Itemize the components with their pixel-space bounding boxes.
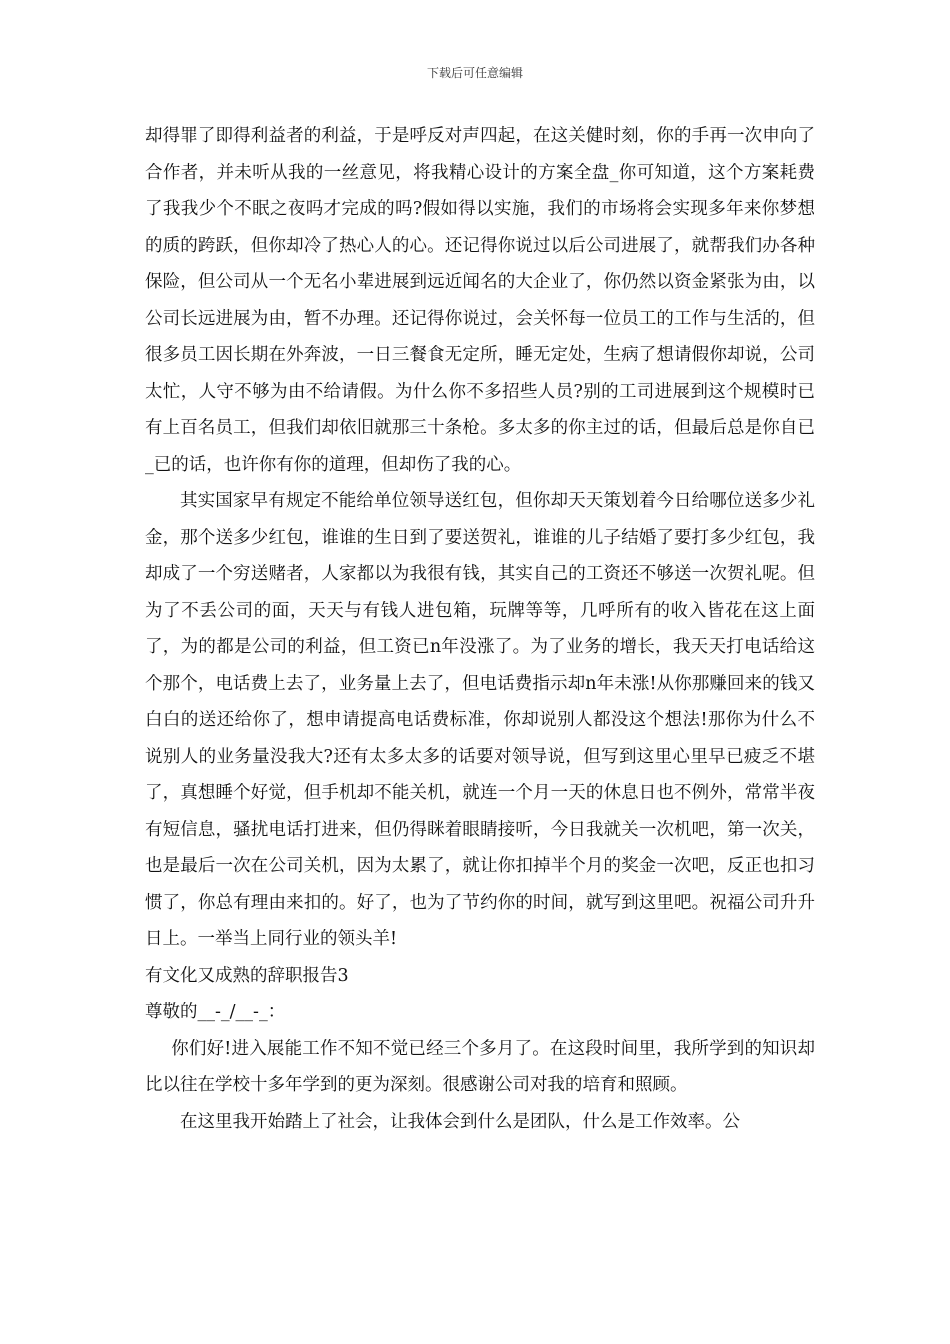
page-header: 下载后可任意编辑 [426,66,523,80]
paragraph-greeting: 你们好!进入展能工作不知不觉已经三个多月了。在这段时间里，我所学到的知识却比以往在学校十多年学到的更为深刻。很感谢公司对我的培育和照顾。 [145,1038,815,1095]
paragraph-society: 在这里我开始踏上了社会，让我体会到什么是团队，什么是工作效率。公 [180,1111,740,1132]
document-body [145,118,815,1140]
paragraph-complaints: 却得罪了即得利益者的利益，于是呼反对声四起，在这关健时刻，你的手再一次申向了合作者，并未听从我的一丝意见，将我精心设计的方案全盘_你可知道，这个方案耗费了我我少个不眠之夜吗才完成的吗?假如得以实施，我们的市场将会实现多年来你梦想的质的跨跃，但你却冷了热心人的心。还记得你说过以后公司进展了，就帮我们办各种保险，但公司从一个无名小辈进展到远近闻名的大企业了，你仍然以资金紧张为由，以公司长远进展为由，暂不办理。还记得你说过，会关怀每一位员工的工作与生活的，但很多员工因长期在外奔波，一日三餐食无定所，睡无定处，生病了想请假你却说，公司太忙，人守不够为由不给请假。为什么你不多招些人员?别的工司进展到这个规模时已有上百名员工，但我们却依旧就那三十条枪。多太多的你主过的话，但最后总是你自已_已的话，也许你有你的道理，但却伤了我的心。 [145,126,815,475]
salutation: 尊敬的__-_/__-_： [145,1002,286,1022]
paragraph-red-envelopes: 其实国家早有规定不能给单位领导送红包，但你却天天策划着今日给哪位送多少礼金，那个送多少红包，谁谁的生日到了要送贺礼，谁谁的儿子结婚了要打多少红包，我却成了一个穷送赌者，人家都以为我很有钱，其实自己的工资还不够送一次贺礼呢。但为了不丢公司的面，天天与有钱人进包箱，玩牌等等，几呼所有的收入皆花在这上面了，为的都是公司的利益，但工资已n年没涨了。为了业务的增长，我天天打电话给这个那个，电话费上去了，业务量上去了，但电话费指示却n年未涨!从你那赚回来的钱又白白的送还给你了，想申请提高电话费标准，你却说别人都没这个想法!那你为什么不说别人的业务量没我大?还有太多太多的话要对领导说，但写到这里心里早已疲乏不堪了，真想睡个好觉，但手机却不能关机，就连一个月一天的休息日也不例外，常常半夜有短信息，骚扰电话打进来，但仍得眯着眼睛接听，今日我就关一次机吧，第一次关，也是最后一次在公司关机，因为太累了，就让你扣掉半个月的奖金一次吧，反正也扣习惯了，你总有理由来扣的。好了，也为了节约你的时间，就写到这里吧。祝福公司升升日上。一举当上同行业的领头羊! [145,491,815,949]
section-title: 有文化又成熟的辞职报告3 [145,965,349,986]
